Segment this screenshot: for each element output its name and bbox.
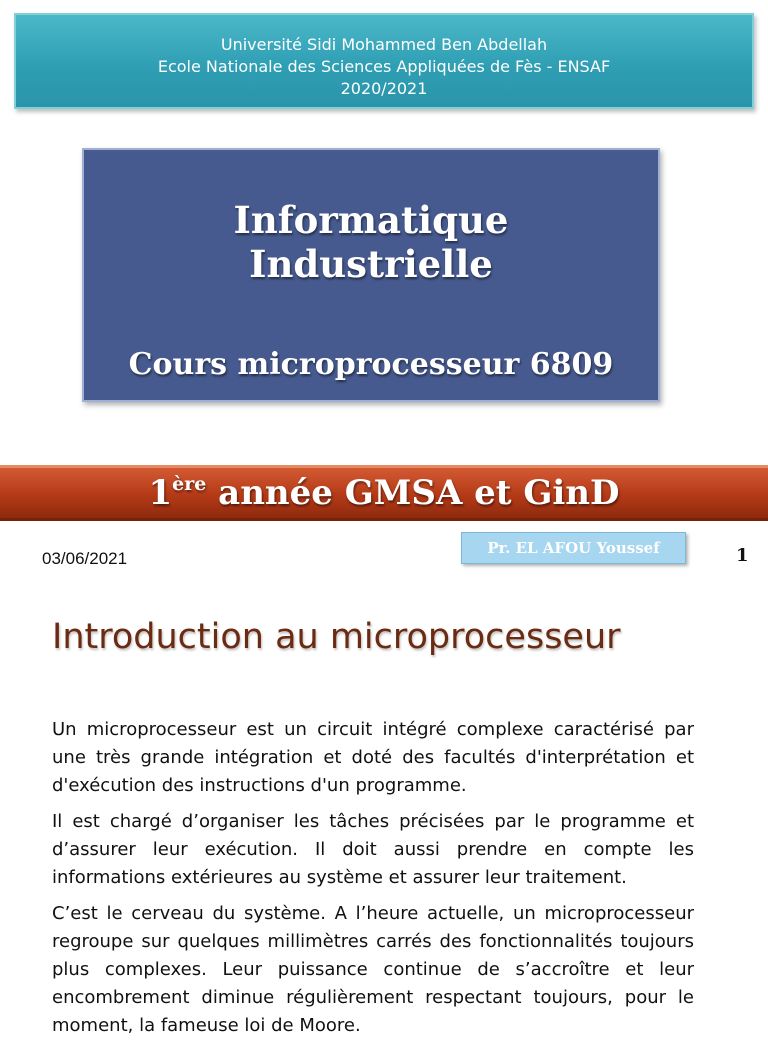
course-title-box: [82, 148, 660, 402]
section-title: Introduction au microprocesseur: [52, 617, 621, 657]
paragraph-2: Il est chargé d’organiser les tâches précisées par le programme et d’assurer leur exécution. Il doit aussi prendre en compte les informations extérieures au système et assurer leur traitement.: [52, 811, 694, 888]
author-badge: Pr. EL AFOU Youssef: [461, 532, 686, 564]
university-name: Université Sidi Mohammed Ben Abdellah: [220, 35, 548, 54]
year-banner: [0, 465, 768, 521]
year-superscript: ère: [172, 473, 207, 495]
paragraph-3: C’est le cerveau du système. A l’heure actuelle, un microprocesseur regroupe sur quelques millimètres carrés des fonctionnalités toujours plus complexes. Leur puissance continue de s’accroître et leur encombrement diminue régulièrement respectant toujours, pour le moment, la fameuse loi de Moore.: [52, 903, 694, 1036]
academic-year: 2020/2021: [340, 79, 428, 98]
university-header-banner: [14, 13, 754, 109]
section-body: [52, 716, 694, 1048]
school-name: Ecole Nationale des Sciences Appliquées de Fès - ENSAF: [157, 57, 611, 76]
course-title-line1: Informatique: [233, 198, 509, 242]
course-subtitle: Cours microprocesseur 6809: [128, 347, 614, 382]
year-number: 1: [148, 473, 173, 513]
course-title: [84, 198, 658, 286]
slide-date: 03/06/2021: [42, 549, 128, 568]
paragraph-1: Un microprocesseur est un circuit intégré complexe caractérisé par une très grande intégration et doté des facultés d'interprétation et d'exécution des instructions d'un programme.: [52, 719, 694, 796]
course-title-line2: Industrielle: [249, 242, 493, 286]
page-number: 1: [736, 545, 749, 566]
year-program: année GMSA et GinD: [206, 473, 620, 513]
